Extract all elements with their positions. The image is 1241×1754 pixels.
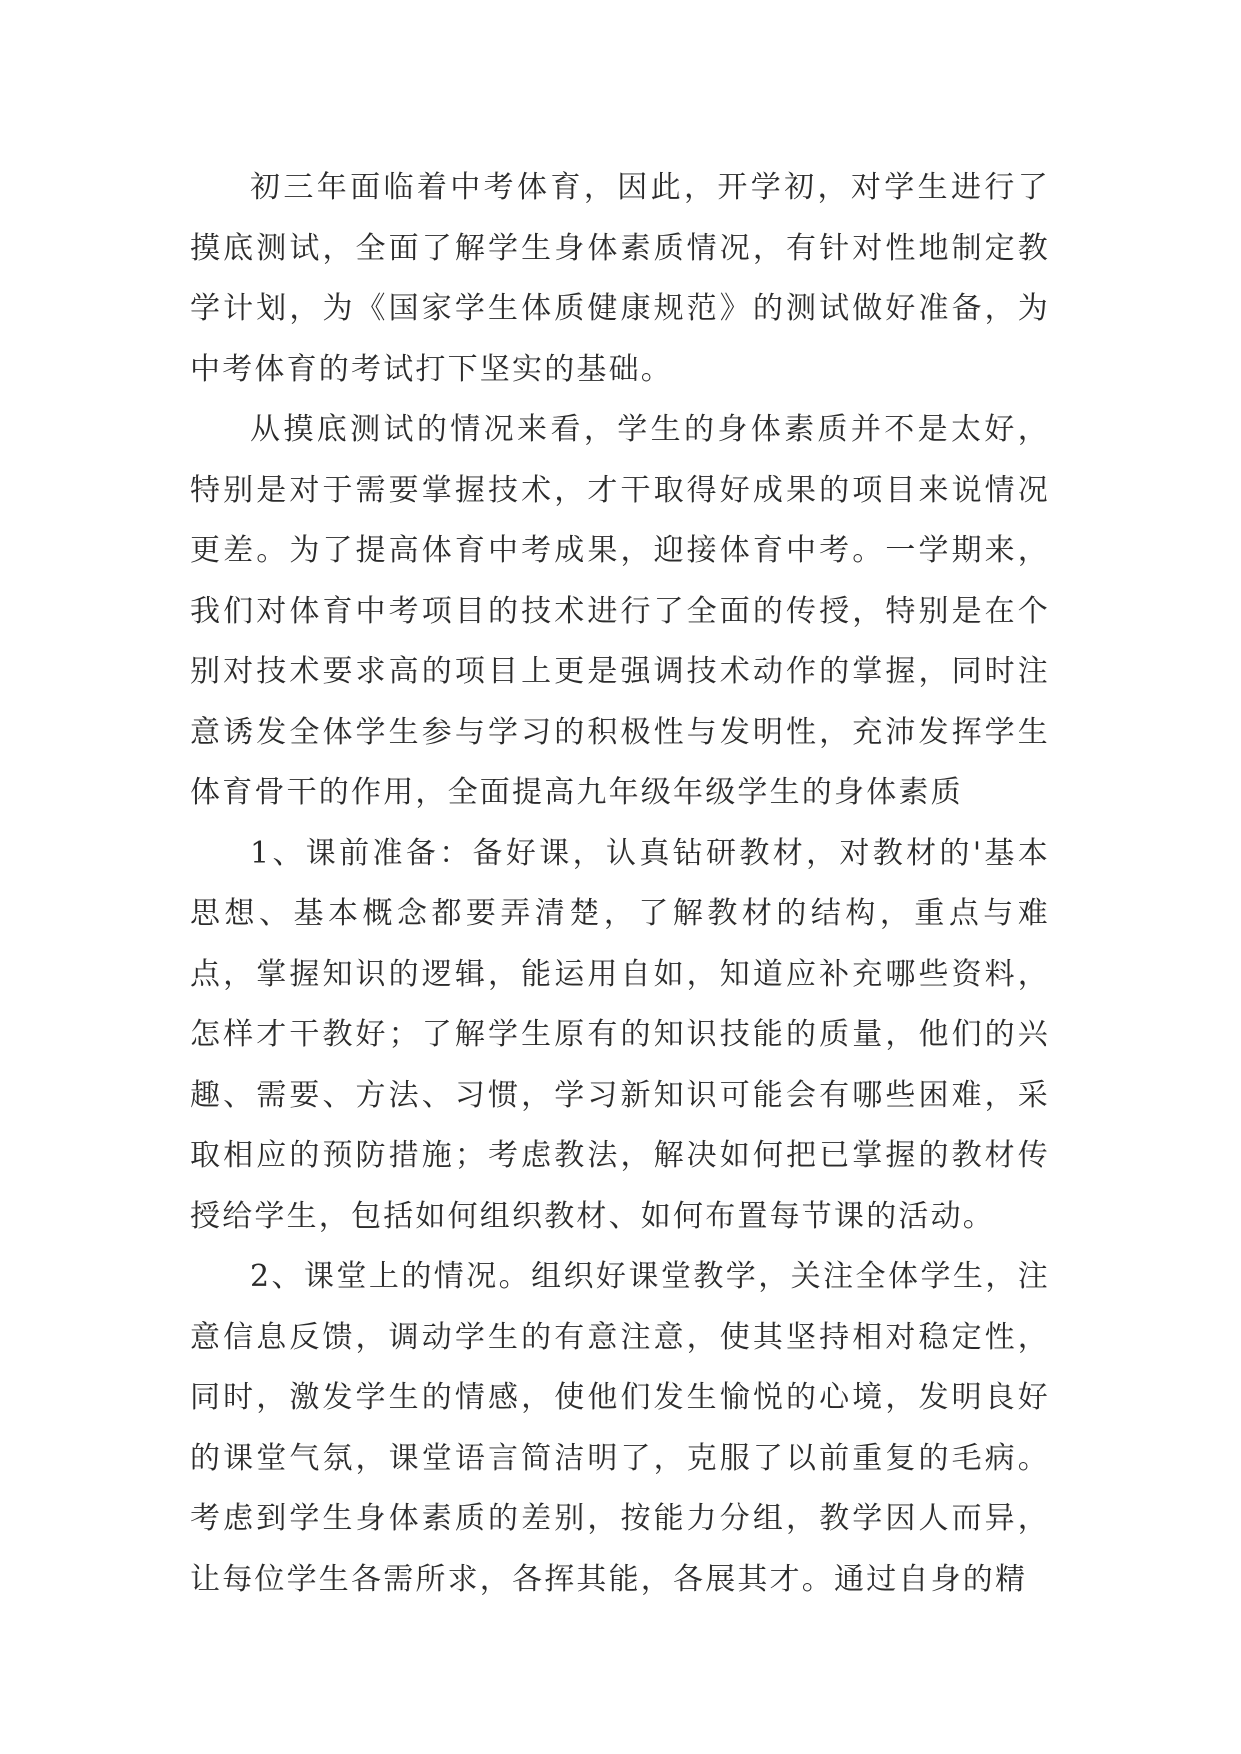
paragraph-intro: 初三年面临着中考体育，因此，开学初，对学生进行了摸底测试，全面了解学生身体素质情况，有针对性地制定教学计划，为《国家学生体质健康规范》的测试做好准备，为中考体育的考试打下坚实的基础。 (190, 170, 1050, 387)
document-body (190, 158, 1050, 1610)
paragraph-classroom: 2、课堂上的情况。组织好课堂教学，关注全体学生，注意信息反馈，调动学生的有意注意，使其坚持相对稳定性，同时，激发学生的情感，使他们发生愉悦的心境，发明良好的课堂气氛，课堂语言简洁明了，克服了以前重复的毛病。考虑到学生身体素质的差别，按能力分组，教学因人而异，让每位学生各需所求，各挥其能，各展其才。通过自身的精 (190, 1259, 1050, 1597)
paragraph-lesson-preparation: 1、课前准备：备好课，认真钻研教材，对教材的'基本思想、基本概念都要弄清楚，了解教材的结构，重点与难点，掌握知识的逻辑，能运用自如，知道应补充哪些资料，怎样才干教好；了解学生原有的知识技能的质量，他们的兴趣、需要、方法、习惯，学习新知识可能会有哪些困难，采取相应的预防措施；考虑教法，解决如何把已掌握的教材传授给学生，包括如何组织教材、如何布置每节课的活动。 (190, 835, 1050, 1234)
paragraph-assessment: 从摸底测试的情况来看，学生的身体素质并不是太好，特别是对于需要掌握技术，才干取得好成果的项目来说情况更差。为了提高体育中考成果，迎接体育中考。一学期来，我们对体育中考项目的技术进行了全面的传授，特别是在个别对技术要求高的项目上更是强调技术动作的掌握，同时注意诱发全体学生参与学习的积极性与发明性，充沛发挥学生体育骨干的作用，全面提高九年级年级学生的身体素质 (190, 412, 1050, 810)
